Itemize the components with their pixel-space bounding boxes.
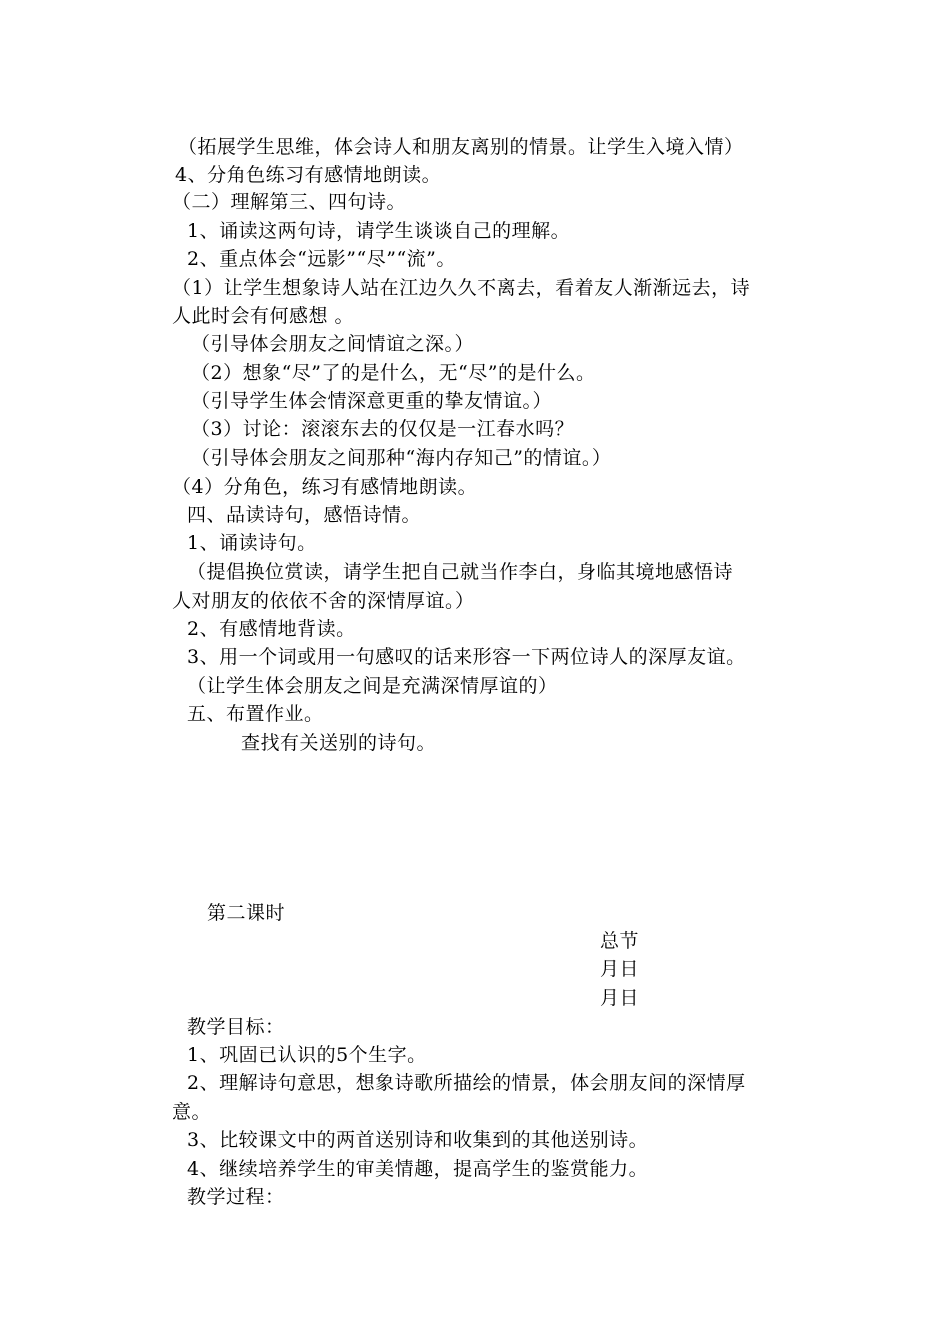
text-line: 1、诵读诗句。 (187, 532, 317, 554)
text-line: （引导学生体会情深意更重的挚友情谊。） (191, 390, 553, 412)
text-line: 2、重点体会“远影”“尽”“流”。 (187, 248, 456, 270)
section-heading: 教学目标： (187, 1016, 285, 1038)
text-line: 4、继续培养学生的审美情趣，提高学生的鉴赏能力。 (187, 1158, 649, 1180)
date-label: 月日 (600, 987, 640, 1009)
text-line: （让学生体会朋友之间是充满深情厚谊的） (187, 675, 558, 697)
date-label: 总节 (600, 930, 640, 952)
text-line: 1、诵读这两句诗，请学生谈谈自己的理解。 (187, 220, 571, 242)
text-line: （4）分角色，练习有感情地朗读。 (172, 476, 478, 498)
text-line: 人此时会有何感想 。 (172, 305, 355, 327)
text-line: 3、比较课文中的两首送别诗和收集到的其他送别诗。 (187, 1129, 649, 1151)
section-heading: 五、布置作业。 (187, 703, 324, 725)
text-line: 3、用一个词或用一句感叹的话来形容一下两位诗人的深厚友谊。 (187, 646, 746, 668)
date-label: 月日 (600, 958, 640, 980)
text-line: （3）讨论：滚滚东去的仅仅是一江春水吗？ (191, 418, 575, 440)
text-line: 人对朋友的依依不舍的深情厚谊。） (172, 590, 475, 612)
text-line: （1）让学生想象诗人站在江边久久不离去，看着友人渐渐远去，诗 (172, 277, 751, 299)
text-line: （引导体会朋友之间那种“海内存知己”的情谊。） (191, 447, 612, 469)
text-line: （提倡换位赏读，请学生把自己就当作李白，身临其境地感悟诗 (187, 561, 734, 583)
text-line: 4、分角色练习有感情地朗读。 (175, 164, 442, 186)
text-line: （2）想象“尽”了的是什么，无“尽”的是什么。 (191, 362, 596, 384)
text-line: 查找有关送别的诗句。 (241, 732, 437, 754)
section-heading: （二）理解第三、四句诗。 (172, 191, 407, 213)
text-line: （引导体会朋友之间情谊之深。） (191, 333, 475, 355)
section-heading: 四、品读诗句，感悟诗情。 (187, 504, 422, 526)
text-line: 1、巩固已认识的5个生字。 (187, 1044, 427, 1066)
text-line: 2、理解诗句意思，想象诗歌所描绘的情景，体会朋友间的深情厚 (187, 1072, 746, 1094)
lesson-title: 第二课时 (207, 902, 286, 924)
section-heading: 教学过程： (187, 1186, 285, 1208)
text-line: 意。 (172, 1101, 212, 1123)
text-line: （拓展学生思维，体会诗人和朋友离别的情景。让学生入境入情） (178, 136, 744, 158)
text-line: 2、有感情地背读。 (187, 618, 356, 640)
